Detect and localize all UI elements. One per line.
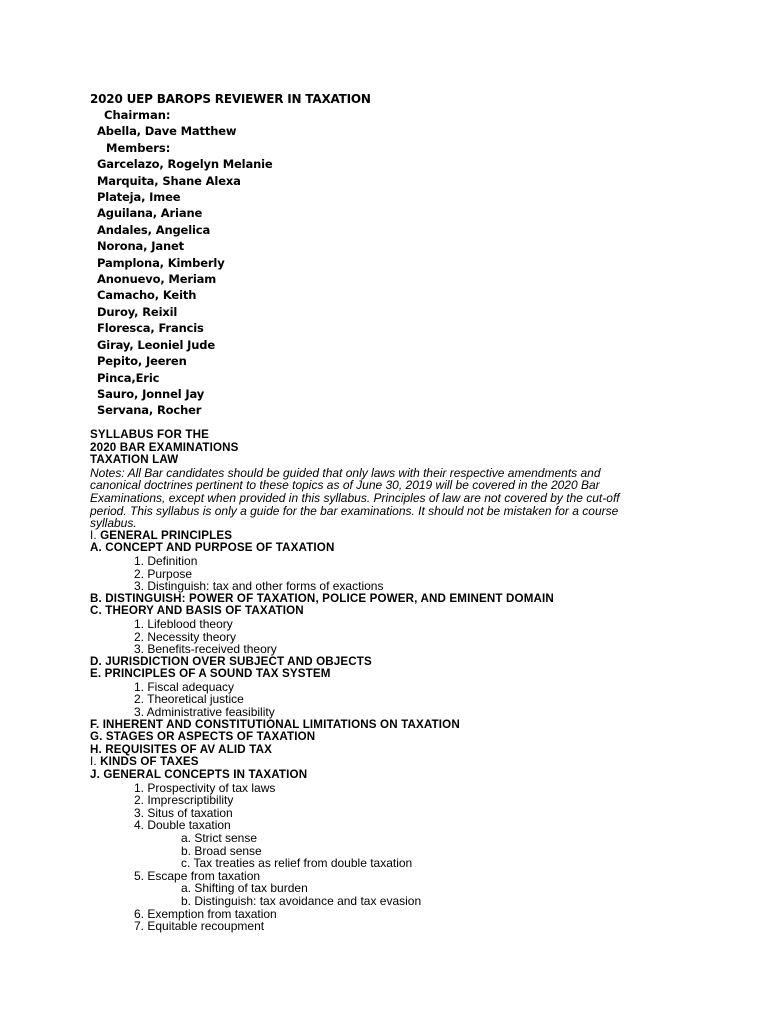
syllabus-item: 4. Double taxation xyxy=(134,818,231,833)
chairman-name: Abella, Dave Matthew xyxy=(97,124,237,139)
syllabus-item: 2. Theoretical justice xyxy=(134,692,244,707)
syllabus-item: 7. Equitable recoupment xyxy=(134,919,265,934)
syllabus-item: 5. Escape from taxation xyxy=(134,868,261,883)
syllabus-sections xyxy=(90,542,650,756)
syllabus xyxy=(90,429,650,933)
section-heading-j: J. GENERAL CONCEPTS IN TAXATION xyxy=(90,768,308,782)
syllabus-item: 1. Fiscal adequacy xyxy=(134,679,235,694)
part-numeral: I. xyxy=(90,528,101,542)
syllabus-item: 3. Situs of taxation xyxy=(134,805,233,820)
section-heading: D. JURISDICTION OVER SUBJECT AND OBJECTS xyxy=(90,654,372,668)
syllabus-subitem: a. Shifting of tax burden xyxy=(181,881,308,896)
member-name: Pinca,Eric xyxy=(97,370,160,385)
section-heading: H. REQUISITES OF AV ALID TAX xyxy=(90,742,272,756)
member-name: Servana, Rocher xyxy=(97,403,202,418)
syllabus-subitem: a. Strict sense xyxy=(181,831,258,845)
syllabus-item: 3. Distinguish: tax and other forms of exactions xyxy=(134,579,384,594)
member-name: Pamplona, Kimberly xyxy=(97,255,225,270)
member-name: Anonuevo, Meriam xyxy=(97,272,217,287)
members-list xyxy=(90,156,690,419)
section-heading: A. CONCEPT AND PURPOSE OF TAXATION xyxy=(90,541,335,555)
syllabus-item: 1. Definition xyxy=(134,553,198,568)
section-heading: E. PRINCIPLES OF A SOUND TAX SYSTEM xyxy=(90,667,331,681)
section-heading: F. INHERENT AND CONSTITUTIONAL LIMITATIONS ON TAXATION xyxy=(90,717,460,731)
section-j-items xyxy=(90,782,650,933)
member-name: Duroy, Reixil xyxy=(97,304,178,319)
syllabus-item: 1. Lifeblood theory xyxy=(134,616,233,631)
member-name: Pepito, Jeeren xyxy=(97,354,187,369)
member-name: Floresca, Francis xyxy=(97,321,204,336)
member-name: Garcelazo, Rogelyn Melanie xyxy=(97,157,273,172)
reviewer-header xyxy=(90,91,690,419)
member-name: Camacho, Keith xyxy=(97,288,197,303)
document-title: 2020 UEP BAROPS REVIEWER IN TAXATION xyxy=(90,92,371,106)
member-name: Marquita, Shane Alexa xyxy=(97,173,241,188)
syllabus-item: 6. Exemption from taxation xyxy=(134,906,277,921)
member-name: Aguilana, Ariane xyxy=(97,206,203,221)
syllabus-notes: Notes: All Bar candidates should be guided that only laws with their respective amendments and canonical doctrines pertinent to these topics as of June 30, 2019 will be covered in the 2020 Bar Examinations, except when provided in this syllabus. Principles of law are not covered by the cut-off period. This syllabus is only a guide for the bar examinations. It should not be mistaken for a course syllabus. xyxy=(90,465,620,531)
member-name: Sauro, Jonnel Jay xyxy=(97,386,205,401)
section-i-title: KINDS OF TAXES xyxy=(100,755,199,769)
syllabus-item: 2. Imprescriptibility xyxy=(134,793,234,808)
member-name: Plateja, Imee xyxy=(97,190,181,205)
part-title: GENERAL PRINCIPLES xyxy=(100,528,233,542)
syllabus-subheading: 2020 BAR EXAMINATIONS xyxy=(90,440,239,454)
member-name: Norona, Janet xyxy=(97,239,184,254)
section-heading: G. STAGES OR ASPECTS OF TAXATION xyxy=(90,730,316,744)
syllabus-subject: TAXATION LAW xyxy=(90,453,179,467)
syllabus-item: 3. Benefits-received theory xyxy=(134,642,277,657)
syllabus-item: 2. Purpose xyxy=(134,566,193,581)
section-heading: B. DISTINGUISH: POWER OF TAXATION, POLICE POWER, AND EMINENT DOMAIN xyxy=(90,591,554,605)
chairman-label: Chairman: xyxy=(104,108,171,122)
members-label: Members: xyxy=(106,140,171,155)
member-name: Giray, Leoniel Jude xyxy=(97,337,215,352)
syllabus-item: 2. Necessity theory xyxy=(134,629,237,644)
syllabus-subitem: b. Broad sense xyxy=(181,843,262,858)
syllabus-item: 3. Administrative feasibility xyxy=(134,705,275,720)
syllabus-heading: SYLLABUS FOR THE xyxy=(90,428,209,441)
section-i-prefix: I. xyxy=(90,755,101,769)
member-name: Andales, Angelica xyxy=(97,222,211,237)
syllabus-subitem: c. Tax treaties as relief from double taxation xyxy=(181,856,413,871)
section-heading: C. THEORY AND BASIS OF TAXATION xyxy=(90,604,304,618)
syllabus-subitem: b. Distinguish: tax avoidance and tax evasion xyxy=(181,893,422,908)
syllabus-item: 1. Prospectivity of tax laws xyxy=(134,780,276,795)
